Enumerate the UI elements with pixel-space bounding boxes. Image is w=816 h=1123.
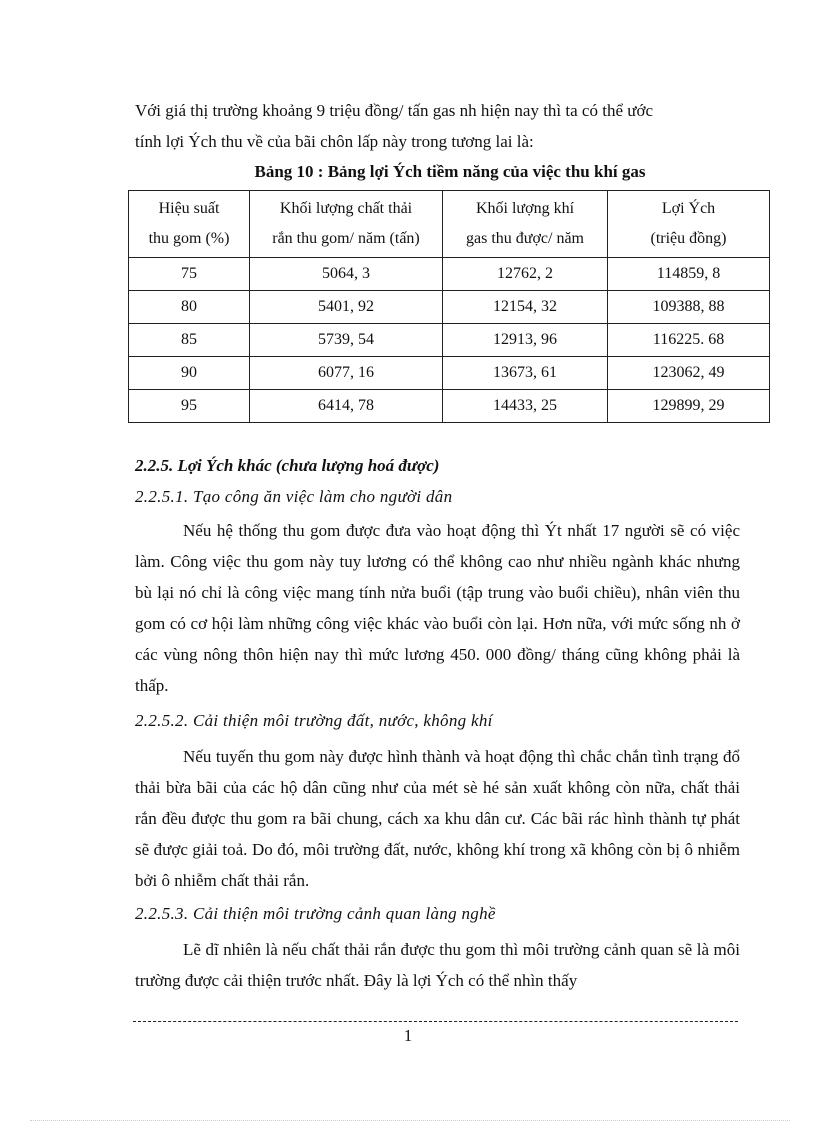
section-heading: 2.2.5. Lợi Ých khác (chưa lượng hoá được) (135, 456, 440, 475)
page-number: 1 (403, 1026, 413, 1045)
header-solid-waste: Khối lượng chất thải rắn thu gom/ năm (tấn) (250, 191, 443, 258)
table-caption: Bảng 10 : Bảng lợi Ých tiềm năng của việc thu khí gas (254, 162, 646, 181)
table-cell: 123062, 49 (608, 357, 770, 390)
table-cell: 5401, 92 (250, 291, 443, 324)
header-gas-volume: Khối lượng khí gas thu được/ năm (443, 191, 608, 258)
table-row (129, 291, 770, 324)
subsection-title-landscape: 2.2.5.3. Cải thiện môi trường cảnh quan làng nghề (135, 904, 496, 923)
paragraph-jobs: Nếu hệ thống thu gom được đưa vào hoạt động thì Ýt nhất 17 người sẽ có việc làm. Công việc thu gom này tuy lương có thể không cao như nhiều ngành khác nhưng bù lại nó chỉ là công việc mang tính nửa buổi (tập trung vào buổi chiều), nhân viên thu gom có cơ hội làm những công việc khác vào buổi còn lại. Hơn nữa, với mức sống nh ở các vùng nông thôn hiện nay thì mức lương 450. 000 đồng/ tháng cũng không phải là thấp. (135, 521, 740, 695)
table-cell: 109388, 88 (608, 291, 770, 324)
table-row (129, 390, 770, 423)
benefit-table (128, 190, 770, 423)
table-row (129, 258, 770, 291)
table-cell: 5739, 54 (250, 324, 443, 357)
table-row (129, 357, 770, 390)
table-cell: 12913, 96 (443, 324, 608, 357)
table-row (129, 324, 770, 357)
table-cell: 85 (129, 324, 250, 357)
table-cell: 5064, 3 (250, 258, 443, 291)
subsection-title-jobs: 2.2.5.1. Tạo công ăn việc làm cho người dân (135, 487, 453, 506)
subsection-title-environment: 2.2.5.2. Cải thiện môi trường đất, nước, không khí (135, 711, 493, 730)
table-cell: 6077, 16 (250, 357, 443, 390)
table-cell: 12762, 2 (443, 258, 608, 291)
table-cell: 114859, 8 (608, 258, 770, 291)
table-cell: 14433, 25 (443, 390, 608, 423)
table-cell: 13673, 61 (443, 357, 608, 390)
table-cell: 90 (129, 357, 250, 390)
paragraph-landscape: Lẽ dĩ nhiên là nếu chất thải rắn được thu gom thì môi trường cảnh quan sẽ là môi trường được cải thiện trước nhất. Đây là lợi Ých có thể nhìn thấy (135, 940, 740, 990)
table-cell: 129899, 29 (608, 390, 770, 423)
page-bottom-edge (30, 1120, 790, 1121)
table-header-row (129, 191, 770, 258)
footer-divider (133, 1021, 738, 1022)
intro-line-1: Với giá thị trường khoảng 9 triệu đồng/ tấn gas nh hiện nay thì ta có thể ước (135, 101, 653, 120)
paragraph-environment: Nếu tuyến thu gom này được hình thành và hoạt động thì chắc chắn tình trạng đổ thải bừa bãi của các hộ dân cũng như của mét sè hé sản xuất không còn nữa, chất thải rắn đều được thu gom ra bãi chung, cách xa khu dân cư. Các bãi rác hình thành tự phát sẽ được giải toả. Do đó, môi trường đất, nước, không khí trong xã không còn bị ô nhiễm bởi ô nhiễm chất thải rắn. (135, 747, 740, 890)
table-cell: 95 (129, 390, 250, 423)
header-efficiency: Hiệu suất thu gom (%) (129, 191, 250, 258)
table-cell: 80 (129, 291, 250, 324)
table-cell: 116225. 68 (608, 324, 770, 357)
intro-line-2: tính lợi Ých thu về của bãi chôn lấp này trong tương lai là: (135, 132, 534, 151)
table-cell: 12154, 32 (443, 291, 608, 324)
table-cell: 75 (129, 258, 250, 291)
table-cell: 6414, 78 (250, 390, 443, 423)
header-benefit: Lợi Ých (triệu đồng) (608, 191, 770, 258)
